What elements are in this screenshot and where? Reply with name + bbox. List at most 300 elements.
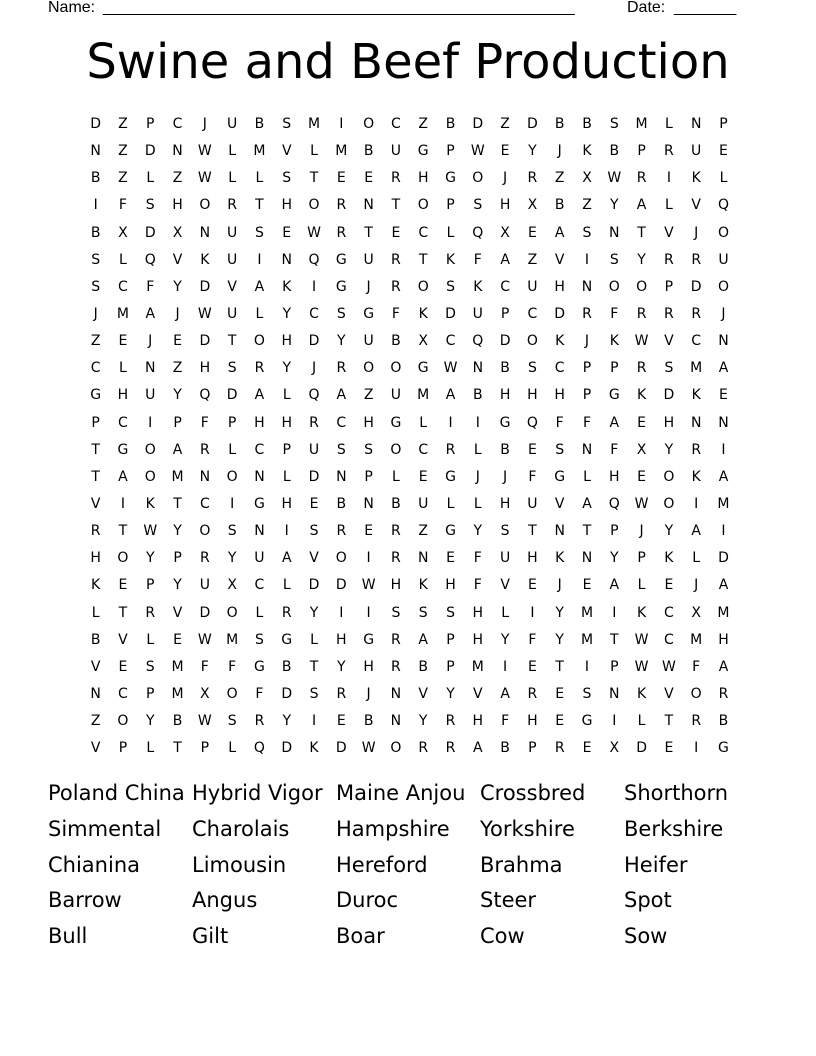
- grid-letter: R: [664, 143, 674, 160]
- grid-letter: D: [90, 116, 102, 133]
- grid-row: [82, 735, 737, 762]
- grid-letter: T: [309, 658, 319, 675]
- grid-row: [82, 410, 737, 437]
- grid-letter: A: [336, 387, 347, 404]
- grid-letter: R: [527, 170, 538, 187]
- grid-letter: X: [609, 740, 620, 757]
- grid-letter: W: [197, 143, 212, 160]
- grid-letter: G: [335, 251, 347, 268]
- grid-letter: E: [664, 740, 674, 757]
- grid-letter: T: [91, 468, 100, 485]
- grid-letter: Y: [173, 577, 182, 594]
- grid-letter: B: [554, 116, 565, 133]
- grid-letter: E: [118, 333, 128, 350]
- grid-letter: K: [664, 550, 674, 567]
- grid-letter: I: [666, 170, 671, 187]
- grid-letter: S: [254, 224, 264, 241]
- grid-row: [82, 138, 737, 165]
- grid-letter: A: [145, 306, 156, 323]
- grid-letter: E: [527, 441, 537, 458]
- grid-letter: U: [499, 550, 511, 567]
- grid-letter: O: [144, 468, 156, 485]
- grid-letter: W: [361, 740, 376, 757]
- grid-letter: K: [691, 170, 701, 187]
- grid-letter: W: [307, 224, 321, 241]
- grid-letter: B: [90, 170, 101, 187]
- grid-letter: W: [607, 170, 622, 187]
- grid-letter: S: [91, 278, 101, 295]
- grid-letter: Y: [637, 251, 646, 268]
- grid-row: [82, 247, 737, 274]
- grid-letter: K: [582, 143, 592, 160]
- grid-letter: O: [199, 197, 211, 214]
- grid-letter: L: [146, 170, 155, 187]
- grid-letter: O: [636, 278, 648, 295]
- grid-letter: N: [254, 523, 265, 540]
- grid-letter: N: [336, 468, 347, 485]
- grid-letter: R: [445, 441, 456, 458]
- grid-letter: K: [473, 278, 483, 295]
- grid-letter: E: [527, 577, 537, 594]
- grid-letter: S: [446, 604, 455, 621]
- grid-letter: R: [145, 604, 156, 621]
- grid-letter: C: [254, 577, 265, 594]
- word-list-item: Poland China: [48, 781, 185, 806]
- grid-letter: G: [281, 631, 293, 648]
- grid-letter: J: [175, 306, 180, 323]
- grid-letter: L: [473, 441, 482, 458]
- grid-letter: C: [118, 414, 128, 431]
- grid-letter: D: [335, 577, 347, 594]
- grid-letter: S: [254, 631, 264, 648]
- word-list-item: Yorkshire: [480, 817, 575, 842]
- grid-letter: I: [584, 658, 590, 675]
- word-list-item: Barrow: [48, 888, 122, 913]
- grid-letter: F: [610, 441, 619, 458]
- grid-letter: O: [308, 197, 320, 214]
- grid-letter: J: [694, 224, 699, 241]
- grid-row: [82, 681, 737, 708]
- grid-letter: V: [691, 197, 701, 214]
- grid-letter: R: [336, 360, 347, 377]
- grid-letter: E: [336, 713, 346, 730]
- grid-letter: B: [445, 116, 456, 133]
- grid-letter: E: [555, 686, 565, 703]
- grid-letter: L: [119, 251, 127, 268]
- grid-letter: W: [634, 631, 649, 648]
- grid-letter: N: [690, 116, 702, 133]
- grid-letter: U: [418, 496, 429, 513]
- grid-letter: N: [581, 550, 593, 567]
- grid-letter: Y: [610, 197, 619, 214]
- letter-grid: [82, 111, 737, 762]
- grid-letter: N: [90, 143, 101, 160]
- grid-letter: L: [637, 713, 646, 730]
- grid-letter: N: [363, 496, 374, 513]
- grid-letter: R: [636, 306, 647, 323]
- grid-letter: L: [473, 496, 482, 513]
- grid-letter: D: [199, 604, 211, 621]
- grid-letter: S: [446, 278, 455, 295]
- grid-letter: H: [527, 550, 538, 567]
- grid-letter: U: [199, 577, 210, 594]
- grid-letter: P: [173, 414, 182, 431]
- grid-letter: A: [500, 686, 510, 703]
- grid-letter: F: [473, 251, 482, 268]
- grid-letter: C: [90, 360, 101, 377]
- grid-letter: S: [309, 686, 319, 703]
- grid-row: [82, 654, 737, 681]
- grid-letter: E: [500, 143, 510, 160]
- grid-letter: P: [582, 360, 592, 377]
- grid-letter: H: [336, 631, 347, 648]
- grid-letter: T: [118, 523, 128, 540]
- grid-letter: A: [281, 550, 292, 567]
- grid-letter: W: [197, 170, 212, 187]
- word-list-item: Brahma: [480, 852, 563, 877]
- grid-letter: P: [528, 740, 537, 757]
- grid-letter: I: [366, 550, 371, 567]
- grid-letter: U: [254, 550, 265, 567]
- grid-letter: R: [445, 713, 456, 730]
- grid-letter: A: [473, 740, 483, 757]
- grid-letter: X: [582, 170, 592, 187]
- grid-letter: W: [634, 333, 649, 350]
- grid-letter: N: [199, 468, 211, 485]
- grid-letter: V: [90, 658, 101, 675]
- grid-letter: G: [335, 278, 347, 295]
- grid-letter: L: [446, 496, 455, 513]
- grid-letter: A: [636, 197, 647, 214]
- grid-letter: B: [172, 713, 183, 730]
- grid-letter: L: [228, 143, 237, 160]
- grid-letter: U: [472, 306, 483, 323]
- grid-letter: R: [718, 686, 729, 703]
- grid-letter: V: [281, 143, 292, 160]
- grid-letter: J: [557, 577, 562, 594]
- grid-letter: V: [473, 686, 483, 703]
- grid-letter: E: [527, 658, 537, 675]
- grid-letter: U: [390, 387, 402, 404]
- grid-letter: K: [636, 387, 647, 404]
- grid-letter: S: [609, 116, 619, 133]
- grid-letter: D: [445, 306, 456, 323]
- name-label: Name:: [48, 0, 96, 16]
- grid-letter: N: [609, 686, 620, 703]
- grid-letter: R: [391, 658, 401, 675]
- grid-letter: K: [636, 686, 647, 703]
- grid-letter: L: [664, 197, 673, 214]
- grid-letter: R: [391, 550, 401, 567]
- grid-letter: T: [528, 523, 537, 540]
- grid-letter: I: [475, 414, 480, 431]
- grid-letter: Z: [172, 170, 183, 187]
- grid-letter: D: [718, 550, 729, 567]
- grid-letter: V: [90, 740, 101, 757]
- grid-letter: H: [472, 713, 484, 730]
- grid-letter: B: [363, 713, 374, 730]
- grid-letter: P: [146, 686, 155, 703]
- grid-letter: E: [309, 496, 319, 513]
- grid-row: [82, 355, 737, 382]
- grid-row: [82, 491, 737, 518]
- grid-letter: L: [310, 143, 318, 160]
- grid-letter: D: [527, 116, 538, 133]
- grid-letter: F: [528, 631, 537, 648]
- grid-letter: M: [690, 360, 703, 377]
- grid-letter: C: [118, 686, 128, 703]
- grid-letter: K: [418, 577, 428, 594]
- grid-letter: Z: [418, 523, 428, 540]
- grid-letter: V: [664, 333, 674, 350]
- grid-letter: N: [581, 278, 593, 295]
- word-list-item: Simmental: [48, 817, 162, 842]
- grid-letter: T: [91, 441, 100, 458]
- grid-letter: E: [664, 577, 674, 594]
- grid-letter: L: [282, 577, 291, 594]
- grid-letter: G: [117, 441, 129, 458]
- grid-letter: N: [281, 251, 292, 268]
- grid-letter: P: [664, 278, 674, 295]
- grid-letter: R: [227, 197, 237, 214]
- grid-letter: X: [691, 604, 701, 621]
- grid-row: [82, 165, 737, 192]
- grid-letter: D: [499, 333, 511, 350]
- grid-letter: O: [472, 170, 484, 187]
- grid-letter: R: [636, 360, 647, 377]
- grid-letter: L: [282, 468, 291, 485]
- grid-letter: J: [93, 306, 98, 323]
- grid-letter: E: [418, 468, 428, 485]
- word-list-item: Maine Anjou: [336, 781, 466, 806]
- grid-letter: N: [390, 713, 402, 730]
- grid-letter: E: [173, 631, 182, 648]
- grid-letter: L: [501, 604, 509, 621]
- grid-letter: V: [227, 278, 237, 295]
- grid-letter: I: [612, 713, 617, 730]
- grid-letter: L: [228, 441, 237, 458]
- grid-letter: U: [145, 387, 156, 404]
- grid-letter: H: [718, 631, 729, 648]
- grid-letter: S: [582, 686, 592, 703]
- grid-letter: F: [473, 550, 482, 567]
- grid-letter: H: [417, 170, 429, 187]
- grid-letter: B: [500, 441, 510, 458]
- grid-letter: C: [172, 116, 183, 133]
- grid-letter: Y: [227, 550, 237, 567]
- grid-letter: E: [118, 577, 128, 594]
- grid-letter: S: [609, 251, 619, 268]
- grid-letter: Q: [308, 251, 320, 268]
- grid-letter: J: [721, 306, 726, 323]
- grid-letter: J: [366, 686, 371, 703]
- grid-letter: L: [255, 604, 264, 621]
- grid-letter: R: [664, 251, 674, 268]
- grid-letter: E: [391, 224, 401, 241]
- grid-letter: G: [390, 414, 402, 431]
- grid-letter: F: [200, 414, 209, 431]
- word-list-item: Hybrid Vigor: [192, 781, 323, 806]
- grid-letter: Y: [473, 523, 483, 540]
- grid-letter: D: [690, 278, 702, 295]
- grid-letter: H: [499, 197, 511, 214]
- grid-letter: N: [718, 414, 729, 431]
- grid-letter: O: [390, 360, 402, 377]
- grid-letter: A: [718, 360, 729, 377]
- grid-letter: E: [719, 143, 728, 160]
- grid-letter: J: [639, 523, 644, 540]
- grid-letter: L: [446, 224, 455, 241]
- grid-letter: D: [144, 143, 156, 160]
- word-list-row: [48, 812, 768, 848]
- grid-letter: M: [335, 143, 348, 160]
- word-list-item: Berkshire: [624, 817, 724, 842]
- grid-letter: A: [691, 523, 701, 540]
- grid-letter: S: [227, 713, 237, 730]
- grid-letter: Z: [527, 251, 538, 268]
- grid-letter: G: [445, 170, 456, 187]
- grid-letter: Z: [500, 116, 510, 133]
- grid-letter: Y: [664, 441, 674, 458]
- grid-letter: H: [472, 631, 484, 648]
- grid-letter: F: [118, 197, 127, 214]
- grid-letter: G: [499, 414, 511, 431]
- grid-letter: B: [254, 116, 265, 133]
- grid-letter: K: [309, 740, 319, 757]
- grid-letter: O: [117, 713, 129, 730]
- grid-letter: M: [307, 116, 321, 133]
- grid-letter: L: [146, 631, 155, 648]
- grid-letter: I: [230, 496, 235, 513]
- grid-letter: H: [281, 496, 292, 513]
- grid-letter: M: [717, 496, 730, 513]
- grid-letter: F: [391, 306, 400, 323]
- grid-letter: W: [197, 713, 212, 730]
- grid-row: [82, 111, 737, 138]
- grid-row: [82, 192, 737, 219]
- grid-letter: K: [555, 333, 565, 350]
- grid-letter: S: [473, 197, 483, 214]
- grid-letter: D: [308, 333, 320, 350]
- grid-letter: K: [145, 496, 155, 513]
- grid-letter: I: [148, 414, 153, 431]
- grid-letter: G: [581, 713, 593, 730]
- grid-letter: W: [661, 658, 676, 675]
- grid-letter: J: [148, 333, 153, 350]
- grid-letter: U: [363, 333, 374, 350]
- grid-letter: F: [200, 658, 209, 675]
- date-label: Date:: [627, 0, 666, 16]
- grid-letter: B: [391, 333, 401, 350]
- grid-letter: P: [146, 116, 155, 133]
- grid-letter: V: [172, 251, 183, 268]
- grid-letter: Q: [199, 387, 211, 404]
- grid-letter: A: [554, 224, 565, 241]
- grid-letter: P: [146, 577, 155, 594]
- grid-letter: L: [637, 577, 646, 594]
- grid-letter: D: [308, 577, 320, 594]
- grid-letter: N: [363, 197, 374, 214]
- grid-letter: A: [718, 658, 729, 675]
- grid-letter: R: [281, 604, 292, 621]
- grid-letter: H: [363, 414, 374, 431]
- grid-letter: D: [554, 306, 566, 323]
- grid-letter: G: [445, 468, 456, 485]
- grid-letter: R: [418, 740, 429, 757]
- grid-letter: C: [527, 306, 538, 323]
- grid-letter: D: [199, 333, 211, 350]
- grid-letter: O: [390, 740, 402, 757]
- grid-letter: N: [254, 468, 265, 485]
- grid-letter: H: [281, 333, 292, 350]
- grid-letter: S: [282, 116, 292, 133]
- grid-letter: C: [691, 333, 702, 350]
- grid-letter: F: [610, 306, 619, 323]
- grid-letter: R: [691, 713, 702, 730]
- grid-letter: V: [118, 631, 128, 648]
- grid-letter: P: [446, 143, 455, 160]
- word-list-item: Gilt: [192, 924, 229, 949]
- grid-letter: U: [227, 251, 238, 268]
- grid-letter: O: [717, 278, 729, 295]
- grid-letter: K: [636, 604, 647, 621]
- word-list: [48, 776, 768, 954]
- grid-letter: R: [309, 414, 319, 431]
- grid-letter: B: [609, 143, 620, 160]
- grid-letter: H: [117, 387, 129, 404]
- grid-letter: F: [255, 686, 264, 703]
- grid-letter: P: [610, 658, 619, 675]
- grid-letter: Y: [337, 333, 346, 350]
- grid-letter: R: [391, 251, 401, 268]
- grid-letter: I: [93, 197, 98, 214]
- grid-letter: R: [254, 360, 265, 377]
- grid-letter: L: [282, 387, 291, 404]
- grid-letter: U: [527, 496, 538, 513]
- grid-letter: C: [500, 278, 510, 295]
- grid-letter: B: [336, 496, 347, 513]
- grid-letter: W: [361, 577, 376, 594]
- grid-letter: H: [281, 197, 292, 214]
- grid-letter: Z: [418, 116, 428, 133]
- grid-letter: R: [199, 441, 210, 458]
- grid-letter: R: [636, 170, 647, 187]
- grid-letter: U: [718, 251, 729, 268]
- grid-letter: A: [609, 414, 620, 431]
- grid-letter: L: [419, 414, 428, 431]
- grid-letter: Y: [282, 360, 291, 377]
- grid-letter: T: [664, 713, 674, 730]
- grid-letter: P: [500, 306, 510, 323]
- grid-letter: J: [503, 170, 508, 187]
- grid-letter: L: [719, 170, 728, 187]
- word-list-item: Cow: [480, 924, 525, 949]
- grid-letter: K: [609, 333, 619, 350]
- grid-letter: S: [91, 251, 101, 268]
- grid-letter: P: [610, 360, 619, 377]
- grid-letter: T: [255, 197, 264, 214]
- grid-letter: M: [171, 686, 184, 703]
- grid-letter: G: [554, 468, 566, 485]
- grid-letter: A: [118, 468, 128, 485]
- grid-letter: I: [339, 116, 344, 133]
- grid-letter: L: [310, 631, 318, 648]
- grid-letter: U: [227, 116, 238, 133]
- grid-letter: N: [390, 686, 402, 703]
- grid-letter: H: [663, 414, 675, 431]
- grid-letter: D: [281, 686, 293, 703]
- grid-letter: H: [445, 577, 456, 594]
